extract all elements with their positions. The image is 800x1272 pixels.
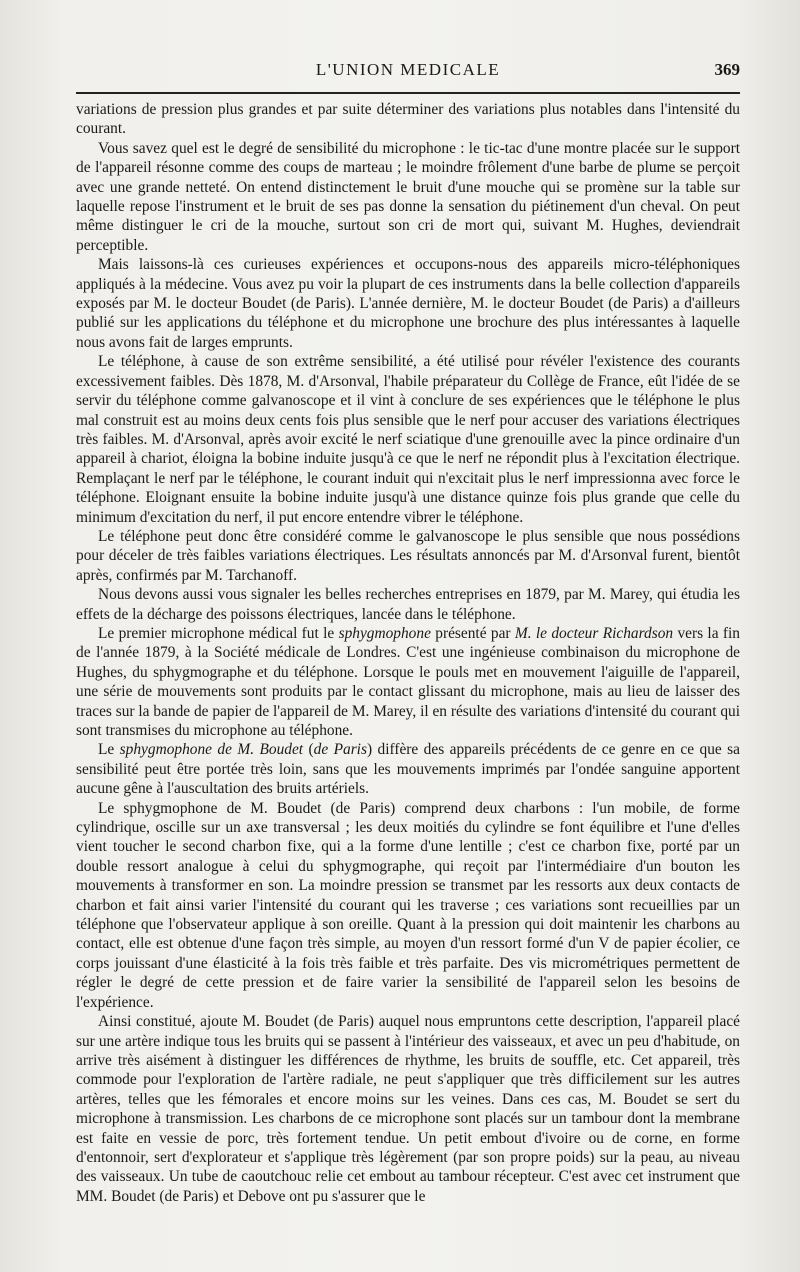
article-body — [76, 100, 740, 1260]
paragraph: Le sphygmophone de M. Boudet (de Paris) comprend deux charbons : l'un mobile, de forme cylindrique, oscille sur un axe transversal ; les deux moitiés du cylindre se font équilibre et l'une d'elles vient toucher le second charbon fixe, qui a la forme d'une lentille ; c'est ce charbon fixe, porté par un double ressort analogue à celui du sphygmographe, qui reçoit par l'intermédiaire d'un bouton les mouvements à transformer en son. La moindre pression se transmet par les ressorts aux deux contacts de charbon et fait ainsi varier l'intensité du courant qui les traverse ; ces variations sont recueillies par un téléphone que l'observateur applique à son oreille. Quant à la pression qui doit maintenir les charbons au contact, elle est obtenue d'une façon très simple, au moyen d'un ressort formé d'un V de papier écolier, ce corps jouissant d'une élasticité à la fois très faible et très parfaite. Des vis micrométriques permettent de régler le degré de cette pression et de faire varier la sensibilité de l'appareil selon les besoins de l'expérience. — [76, 799, 740, 1011]
page-number: 369 — [714, 60, 740, 79]
paragraph: Ainsi constitué, ajoute M. Boudet (de Paris) auquel nous empruntons cette description, l'appareil placé sur une artère indique tous les bruits qui se passent à l'intérieur des vaisseaux, et avec un peu d'habitude, on arrive très aisément à distinguer les différences de rhythme, les bruits de souffle, etc. Cet appareil, très commode pour l'exploration de l'artère radiale, ne peut s'appliquer que très difficilement sur les autres artères, telles que les fémorales et encore moins sur les veines. Dans ces cas, M. Boudet se sert du microphone à transmission. Les charbons de ce microphone sont placés sur un tambour dont la membrane est faite en vessie de porc, très fortement tendue. Un petit embout d'ivoire ou de corne, en forme d'entonnoir, sert d'explorateur et s'applique très légèrement (par son propre poids) sur la peau, au niveau des vaisseaux. Un tube de caoutchouc relie cet embout au tambour récepteur. C'est avec cet instrument que MM. Boudet (de Paris) et Debove ont pu s'assurer que le — [76, 1013, 740, 1205]
paragraph: Le téléphone, à cause de son extrême sensibilité, a été utilisé pour révéler l'existence des courants excessivement faibles. Dès 1878, M. d'Arsonval, l'habile préparateur du Collège de France, eût l'idée de se servir du téléphone comme galvanoscope et il vint à conclure de ses expériences que le téléphone le plus mal construit est au moins deux cents fois plus sensible que le nerf pour accuser des variations électriques très faibles. M. d'Arsonval, après avoir excité le nerf sciatique d'une grenouille avec la pince ordinaire d'un appareil à chariot, éloigna la bobine induite jusqu'à ce que le nerf ne répondit plus à l'excitation électrique. Remplaçant le nerf par le téléphone, le courant induit qui n'excitait plus le nerf impressionna avec force le téléphone. Eloignant ensuite la bobine induite jusqu'à une distance quinze fois plus grande que celle du minimum d'excitation du nerf, il put encore entendre vibrer le téléphone. — [76, 353, 740, 526]
italic-term: sphygmophone de M. Boudet — [119, 741, 304, 759]
paragraph-text: Le premier microphone médical fut le — [98, 624, 339, 642]
header-rule — [76, 92, 740, 94]
paragraph-text: présenté par — [430, 624, 515, 642]
paragraph: Le téléphone peut donc être considéré comme le galvanoscope le plus sensible que nous possédions pour déceler de très faibles variations électriques. Les résultats annoncés par M. d'Arsonval furent, bientôt après, confirmés par M. Tarchanoff. — [76, 527, 740, 584]
italic-term: M. le docteur Richardson — [514, 624, 674, 642]
paragraph: Mais laissons-là ces curieuses expériences et occupons-nous des appareils micro-téléphoniques appliqués à la médecine. Vous avez pu voir la plupart de ces instruments dans la belle collection d'appareils exposés par M. le docteur Boudet (de Paris). L'année dernière, M. le docteur Boudet (de Paris) a d'ailleurs publié sur les applications du téléphone et du microphone une brochure des plus intéressantes à laquelle nous avons fait de larges emprunts. — [76, 256, 740, 351]
italic-term: de Paris — [313, 741, 367, 759]
paragraph-text: ( — [303, 741, 314, 759]
page-header — [76, 56, 740, 86]
paragraph-text: Le — [98, 741, 120, 759]
paragraph-text: vers la fin de l'année 1879, à la Société médicale de Londres. C'est une ingénieuse combinaison du microphone de Hughes, du sphygmographe et du téléphone. Lorsque le pouls met en mouvement l'aiguille de l'appareil, une série de mouvements sont produits par le contact glissant du microphone, mais au lieu de laisser des traces sur la bande de papier de l'appareil de M. Marey, il en résulte des variations d'intensité du courant qui sont transmises du microphone au téléphone. — [76, 624, 740, 739]
paragraph-text: ) diffère des appareils précédents de ce genre en ce que sa sensibilité peut être portée très loin, sans que les mouvements imprimés par l'ondée sanguine apportent aucune gêne à l'auscultation des bruits artériels. — [76, 741, 740, 798]
paragraph: Vous savez quel est le degré de sensibilité du microphone : le tic-tac d'une montre placée sur le support de l'appareil résonne comme des coups de marteau ; le moindre frôlement d'une barbe de plume se perçoit avec une grande netteté. On entend distinctement le bruit d'une mouche qui se promène sur la table sur laquelle repose l'instrument et le bruit de ses pas donne la sensation du piétinement d'un cheval. On peut même distinguer le cri de la mouche, surtout son cri de mort qui, suivant M. Hughes, deviendrait perceptible. — [76, 139, 740, 254]
paragraph: variations de pression plus grandes et par suite déterminer des variations plus notables dans l'intensité du courant. — [76, 101, 740, 138]
italic-term: sphygmophone — [338, 624, 431, 642]
paragraph — [76, 624, 740, 740]
running-title: L'UNION MEDICALE — [315, 60, 501, 79]
paragraph — [76, 740, 740, 798]
paragraph: Nous devons aussi vous signaler les belles recherches entreprises en 1879, par M. Marey, qui étudia les effets de la décharge des poissons électriques, lancée dans le téléphone. — [76, 586, 740, 623]
